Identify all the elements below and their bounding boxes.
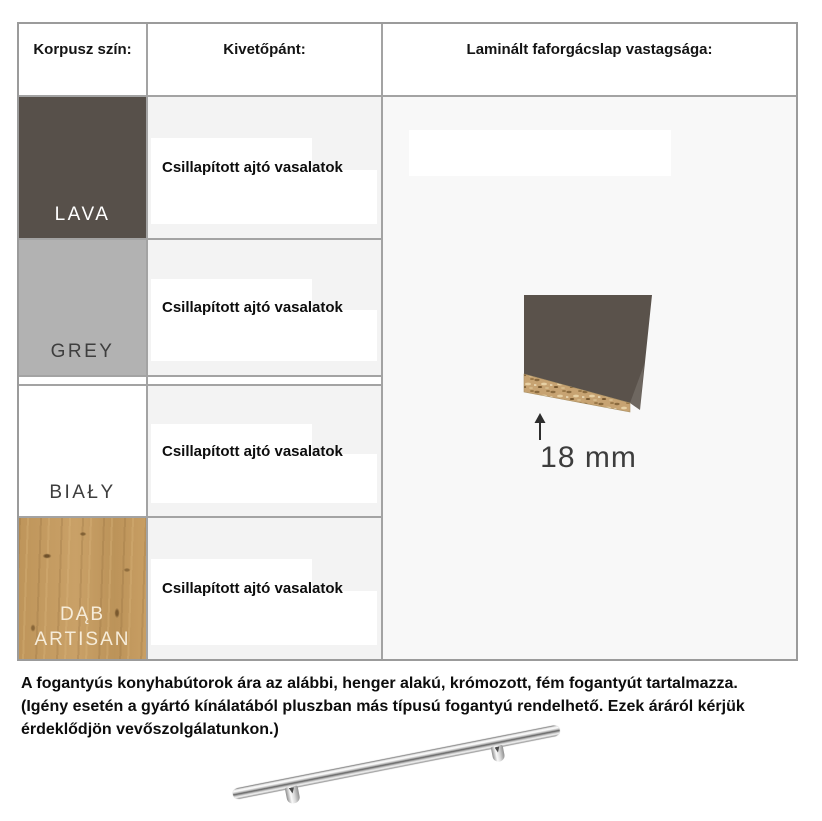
- table-divider: [146, 24, 148, 659]
- hinge-cell-3: [148, 386, 381, 516]
- hinge-cell-1: [148, 97, 381, 238]
- spec-table: [17, 22, 798, 661]
- handle-notice-line-3: érdeklődjön vevőszolgálatunkon.): [21, 721, 279, 738]
- swatch-grey: [19, 240, 146, 375]
- thickness-value: 18 mm: [540, 441, 637, 474]
- redacted-image-area: [151, 170, 377, 224]
- handle-foot: [491, 745, 506, 763]
- table-divider: [19, 375, 383, 377]
- table-divider: [381, 24, 383, 659]
- up-arrow-icon: [533, 413, 547, 440]
- table-divider: [19, 516, 383, 518]
- chipboard-illustration: [518, 293, 658, 415]
- table-divider: [19, 95, 796, 97]
- handle-foot: [285, 785, 301, 804]
- table-divider: [19, 384, 383, 386]
- hinge-text-1: Csillapított ajtó vasalatok: [162, 159, 343, 176]
- hinge-text-3: Csillapított ajtó vasalatok: [162, 442, 343, 460]
- hinge-text-4: Csillapított ajtó vasalatok: [162, 580, 343, 597]
- swatch-label-grey: GREY: [50, 341, 115, 362]
- header-corpus-color: Korpusz szín:: [19, 24, 146, 95]
- swatch-dab-artisan: [19, 518, 146, 659]
- hinge-text-2: Csillapított ajtó vasalatok: [162, 299, 343, 316]
- redacted-image-area: [151, 591, 377, 645]
- swatch-label-bialy: BIAŁY: [49, 482, 116, 503]
- hinge-cell-2: [148, 240, 381, 375]
- swatch-lava: [19, 97, 146, 238]
- redacted-image-area: [151, 310, 377, 361]
- handle-notice-line-2: (Igény esetén a gyártó kínálatából pluszban más típusú fogantyú rendelhető. Ezek áráról kérjük: [21, 698, 745, 715]
- thickness-cell: [383, 97, 796, 659]
- table-divider: [19, 238, 383, 240]
- hinge-cell-4: [148, 518, 381, 659]
- redacted-image-area: [409, 130, 671, 176]
- handle-notice-line-1: A fogantyús konyhabútorok ára az alábbi, henger alakú, krómozott, fém fogantyút tartalmazza.: [21, 675, 738, 692]
- swatch-bialy: [19, 386, 146, 516]
- header-hinge: Kivetőpánt:: [148, 24, 381, 95]
- table-gap-strip: [19, 377, 383, 384]
- handle-notice-paragraph: [21, 672, 801, 741]
- swatch-label-dab-artisan: DĄB ARTISAN: [34, 603, 131, 650]
- header-thickness: Laminált faforgácslap vastagsága:: [383, 24, 796, 95]
- redacted-image-area: [151, 454, 377, 503]
- swatch-label-lava: LAVA: [54, 204, 111, 225]
